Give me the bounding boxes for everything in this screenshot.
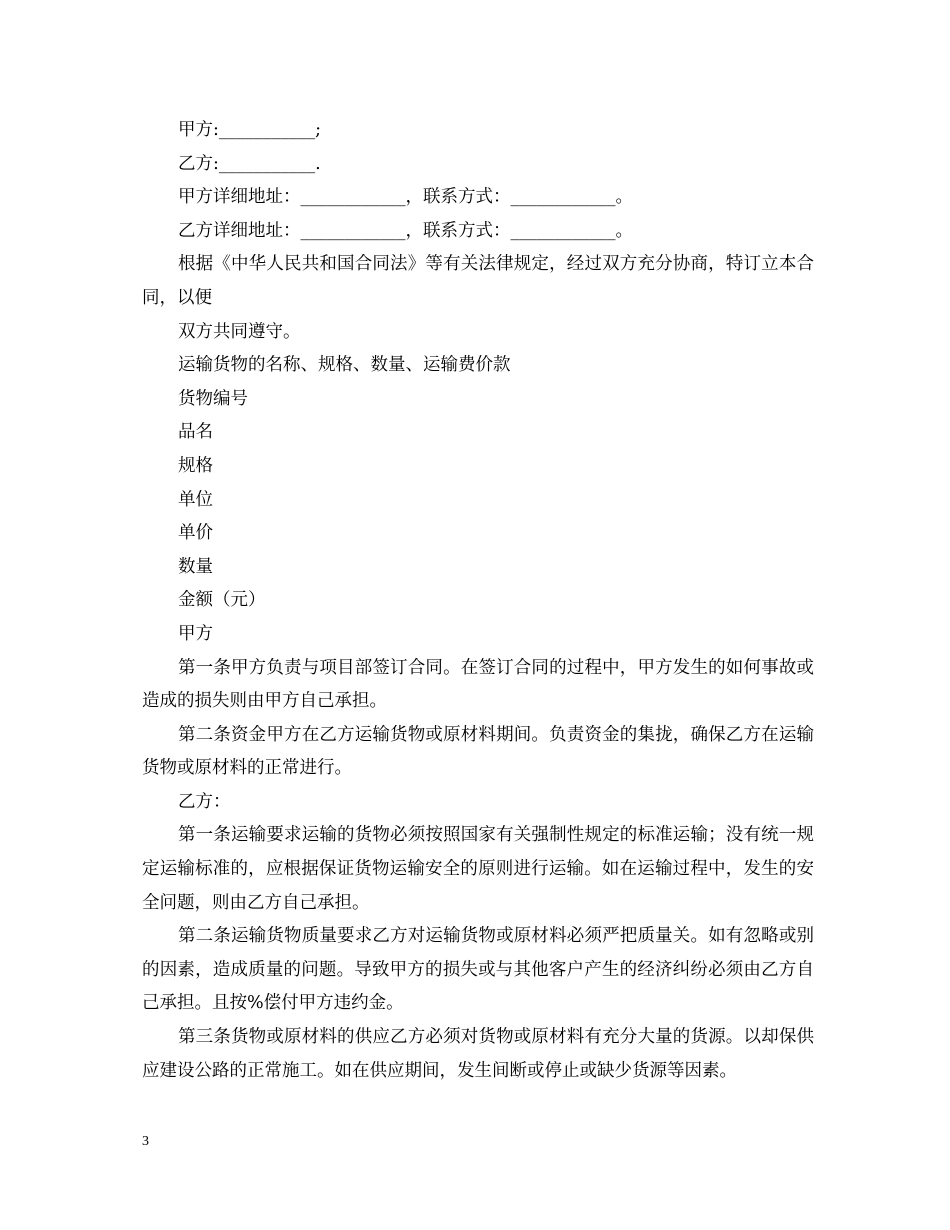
party-a-heading: 甲方	[178, 623, 213, 644]
party-a-address-line: 甲方详细地址：____________，联系方式：____________。	[178, 187, 633, 208]
party-a-line: 甲方:___________;	[178, 120, 322, 140]
goods-field-name: 品名	[178, 422, 213, 443]
party-b-clause-3: 第三条货物或原材料的供应乙方必须对货物或原材料有充分大量的货源。以却保供应建设公路的正常施工。如在供应期间，发生间断或停止或缺少货源等因素。	[142, 1027, 814, 1081]
party-b-clause-2: 第二条运输货物质量要求乙方对运输货物或原材料必须严把质量关。如有忽略或别的因素，造成质量的问题。导致甲方的损失或与其他客户产生的经济纠纷必须由乙方自己承担。且按%偿付甲方违约金。	[142, 926, 814, 1014]
goods-field-quantity: 数量	[178, 556, 213, 577]
goods-field-unit: 单位	[178, 489, 213, 510]
goods-field-amount: 金额（元）	[178, 590, 266, 611]
goods-section-heading: 运输货物的名称、规格、数量、运输费价款	[178, 355, 511, 376]
goods-field-unit-price: 单价	[178, 523, 213, 544]
party-b-address-line: 乙方详细地址：____________，联系方式：____________。	[178, 220, 633, 241]
party-b-heading: 乙方：	[178, 791, 231, 812]
party-b-line: 乙方:___________.	[178, 153, 321, 174]
goods-field-spec: 规格	[178, 455, 213, 476]
page-number: 3	[142, 1134, 149, 1149]
goods-field-number: 货物编号	[178, 388, 248, 409]
preamble-paragraph: 根据《中华人民共和国合同法》等有关法律规定，经过双方充分协商，特订立本合同，以便	[142, 254, 814, 308]
preamble-continuation: 双方共同遵守。	[178, 321, 301, 342]
document-body	[142, 114, 814, 1088]
party-b-clause-1: 第一条运输要求运输的货物必须按照国家有关强制性规定的标准运输；没有统一规定运输标准的，应根据保证货物运输安全的原则进行运输。如在运输过程中，发生的安全问题，则由乙方自己承担。	[142, 825, 814, 913]
party-a-clause-2: 第二条资金甲方在乙方运输货物或原材料期间。负责资金的集拢，确保乙方在运输货物或原材料的正常进行。	[142, 724, 814, 779]
party-a-clause-1: 第一条甲方负责与项目部签订合同。在签订合同的过程中，甲方发生的如何事故或造成的损失则由甲方自己承担。	[142, 657, 814, 712]
